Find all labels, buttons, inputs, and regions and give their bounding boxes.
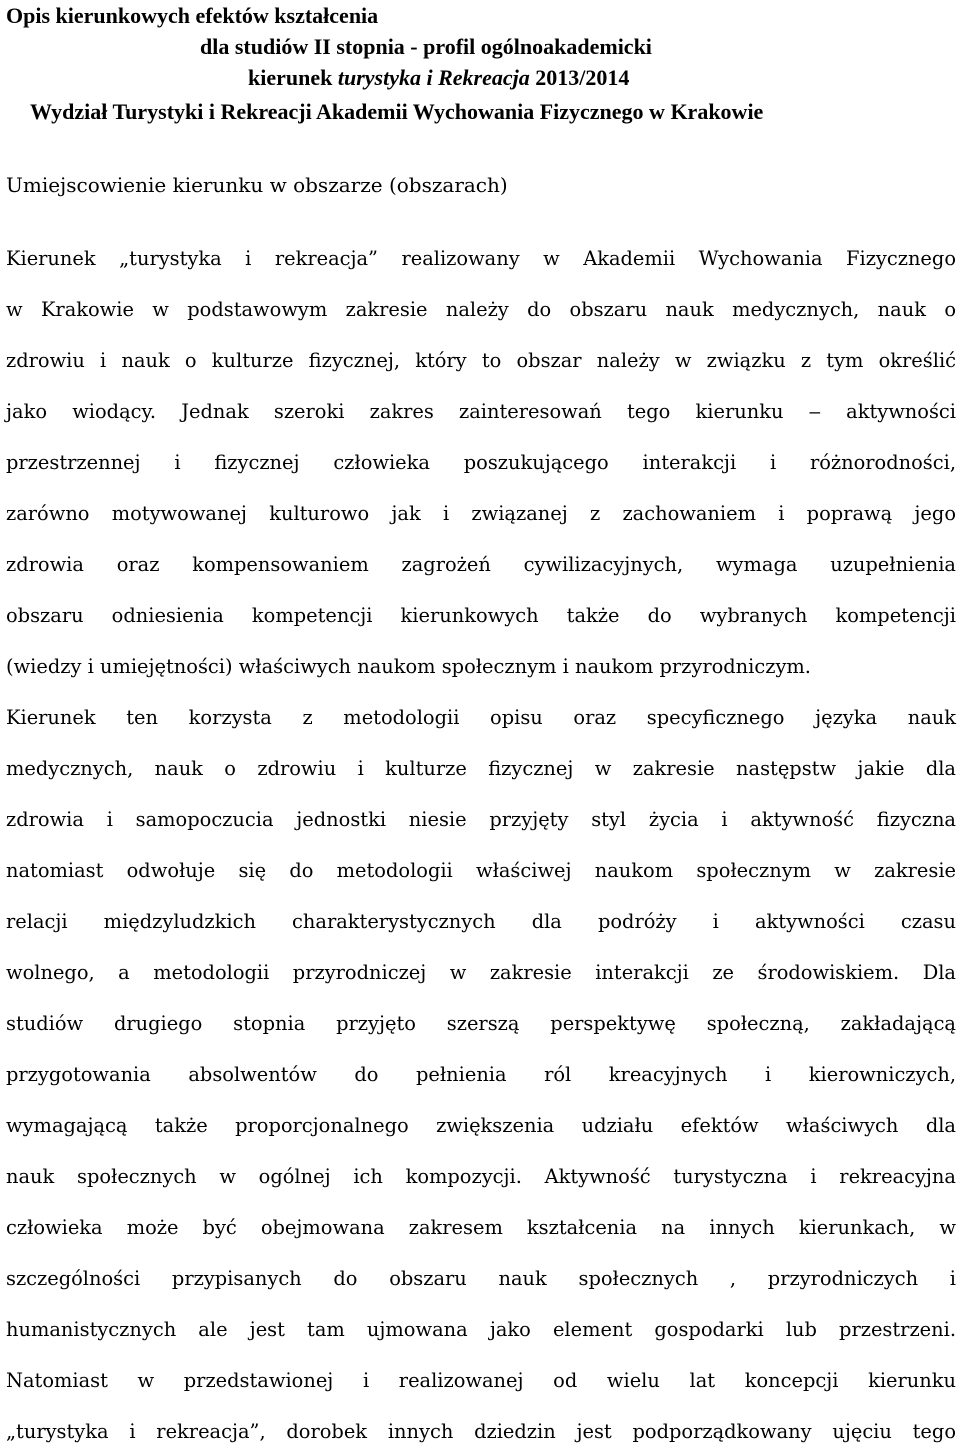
text-line: „turystyka i rekreacja”, dorobek innych dziedzin jest podporządkowany ujęciu tego [6,1420,956,1443]
program-name: turystyka i Rekreacja [337,65,530,90]
text-line: w Krakowie w podstawowym zakresie należy do obszaru nauk medycznych, nauk o [6,298,956,321]
program-prefix: kierunek [248,65,338,90]
text-line: jako wiodący. Jednak szeroki zakres zainteresowań tego kierunku ‒ aktywności [6,400,956,423]
text-line: natomiast odwołuje się do metodologii właściwej naukom społecznym w zakresie [6,859,956,882]
program-year: 2013/2014 [529,65,630,90]
program-line [248,62,629,93]
text-line: przestrzennej i fizycznej człowieka poszukującego interakcji i różnorodności, [6,451,956,474]
text-line: humanistycznych ale jest tam ujmowana jako element gospodarki lub przestrzeni. [6,1318,956,1341]
document-title: Opis kierunkowych efektów kształcenia [6,3,379,28]
text-line: nauk społecznych w ogólnej ich kompozycji. Aktywność turystyczna i rekreacyjna [6,1165,956,1188]
text-line: szczególności przypisanych do obszaru nauk społecznych , przyrodniczych i [6,1267,956,1290]
text-line: relacji międzyludzkich charakterystycznych dla podróży i aktywności czasu [6,910,956,933]
text-line: przygotowania absolwentów do pełnienia ról kreacyjnych i kierowniczych, [6,1063,956,1086]
text-line: wolnego, a metodologii przyrodniczej w zakresie interakcji ze środowiskiem. Dla [6,961,956,984]
text-line: medycznych, nauk o zdrowiu i kulturze fizycznej w zakresie następstw jakie dla [6,757,956,780]
section-body [6,233,956,1444]
text-line: człowieka może być obejmowana zakresem kształcenia na innych kierunkach, w [6,1216,956,1239]
text-line: zdrowia oraz kompensowaniem zagrożeń cywilizacyjnych, wymaga uzupełnienia [6,553,956,576]
text-line: Kierunek ten korzysta z metodologii opisu oraz specyficznego języka nauk [6,706,956,729]
text-line: studiów drugiego stopnia przyjęto szerszą perspektywę społeczną, zakładającą [6,1012,956,1035]
text-line: zdrowiu i nauk o kulturze fizycznej, który to obszar należy w związku z tym określić [6,349,956,372]
study-level-line: dla studiów II stopnia - profil ogólnoakademicki [200,34,652,59]
faculty-line: Wydział Turystyki i Rekreacji Akademii Wychowania Fizycznego w Krakowie [30,99,764,124]
text-line: Kierunek „turystyka i rekreacja” realizowany w Akademii Wychowania Fizycznego [6,247,956,270]
section-heading: Umiejscowienie kierunku w obszarze (obszarach) [6,173,508,197]
text-line: Natomiast w przedstawionej i realizowanej od wielu lat koncepcji kierunku [6,1369,956,1392]
text-line: obszaru odniesienia kompetencji kierunkowych także do wybranych kompetencji [6,604,956,627]
text-line: wymagającą także proporcjonalnego zwiększenia udziału efektów właściwych dla [6,1114,956,1137]
text-line: zdrowia i samopoczucia jednostki niesie przyjęty styl życia i aktywność fizyczna [6,808,956,831]
text-line: (wiedzy i umiejętności) właściwych naukom społecznym i naukom przyrodniczym. [6,655,811,678]
text-line: zarówno motywowanej kulturowo jak i związanej z zachowaniem i poprawą jego [6,502,956,525]
